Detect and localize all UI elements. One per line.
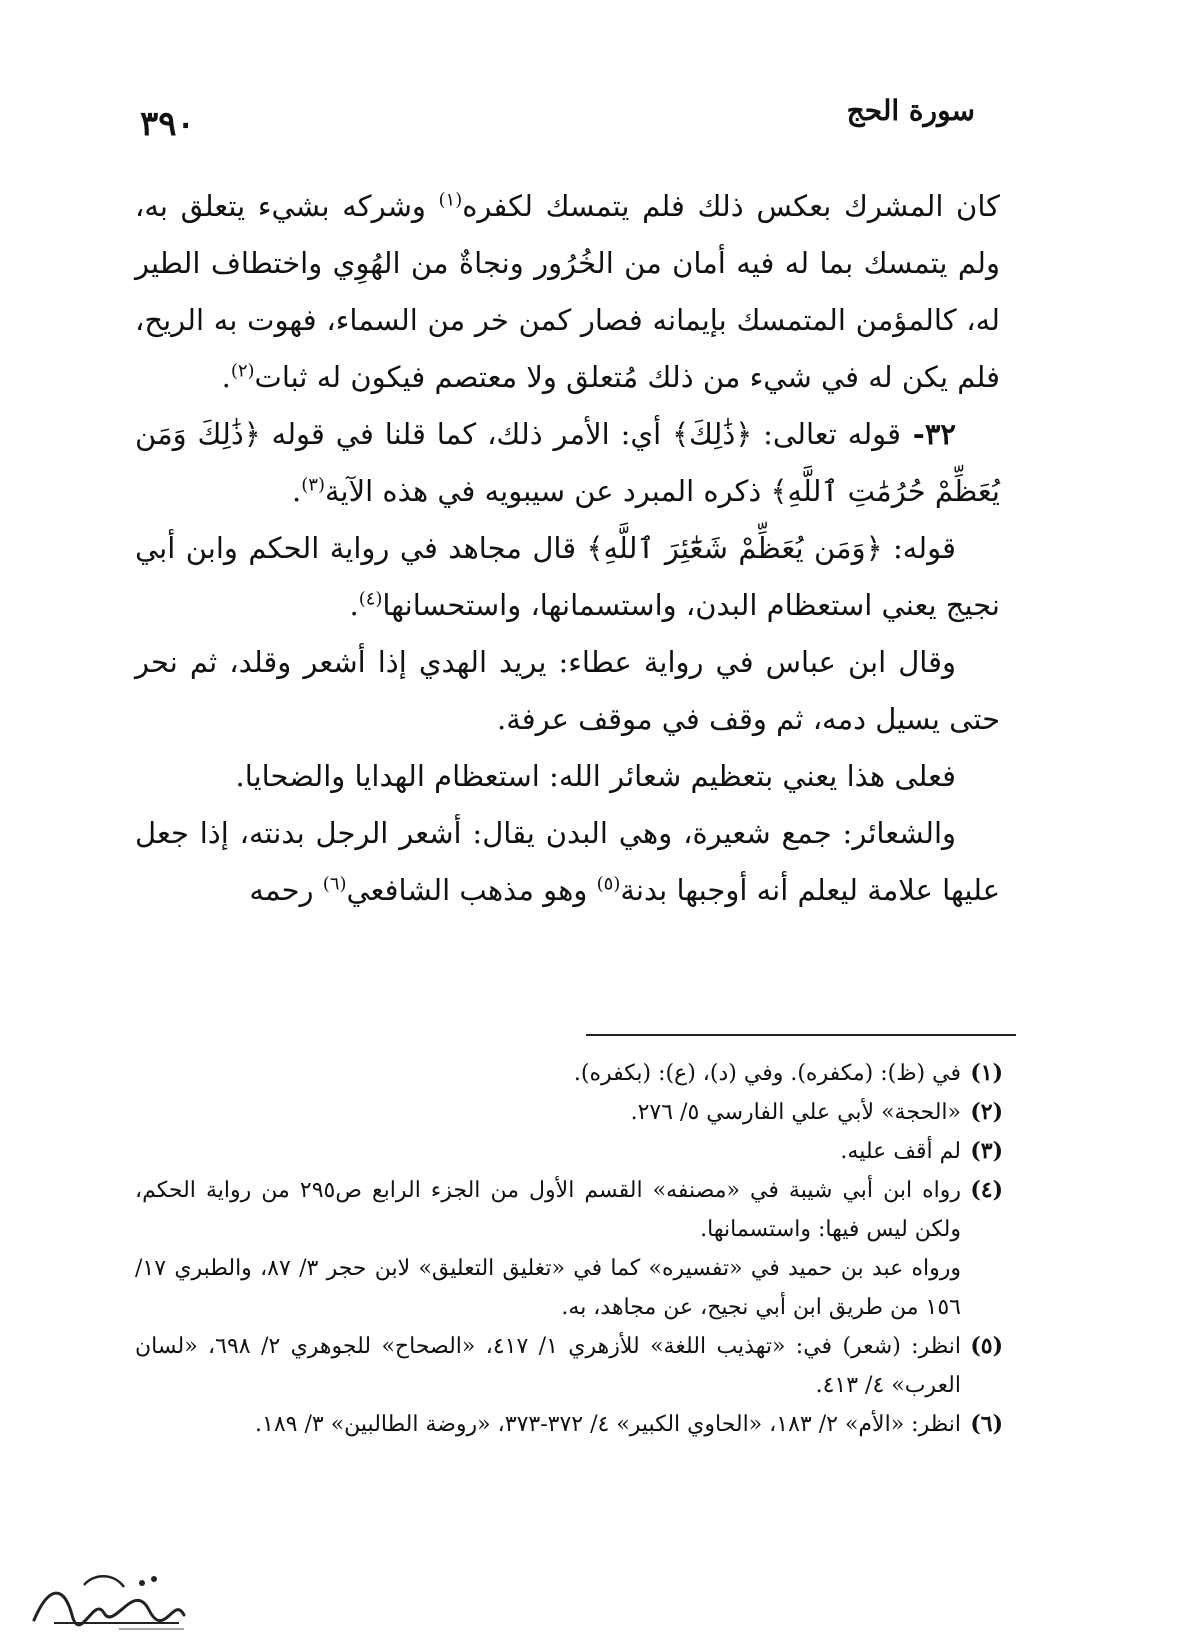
footnotes [135,1054,1003,1444]
footnote-number: (٥) [970,1333,1003,1359]
footnote-number: (٣) [970,1138,1003,1164]
page-header [140,86,975,144]
verse-number: ٣٢- [901,417,956,451]
page-number: ٣٩٠ [140,104,195,144]
footnote-number: (٢) [970,1099,1003,1125]
calligraphy-logo-icon [24,1565,194,1635]
paragraph-6-text-b: وهو مذهب الشافعي [346,873,597,907]
footnote-number: (١) [970,1060,1003,1086]
paragraph-5: فعلى هذا يعني بتعظيم شعائر الله: استعظام الهدايا والضحايا. [235,759,956,793]
paragraph-1-end: . [221,360,231,394]
footnote-2 [135,1093,1003,1132]
paragraph-6 [135,805,1000,919]
paragraph-2-text: قوله تعالى: ﴿ذَٰلِكَ﴾ أي: الأمر ذلك، كما قلنا في قوله ﴿ذَٰلِكَ وَمَن يُعَظِّمْ حُرُمَٰتِ ٱللَّهِ﴾ ذكره المبرد عن سيبويه في هذه الآية [135,417,1000,508]
paragraph-1 [135,178,1000,406]
footnote-text: في (ظ): (مكفره). وفي (د)، (ع): (بكفره). [573,1061,961,1086]
paragraph-3-end: . [349,588,359,622]
paragraph-1-text-b: وشركه بشيء يتعلق به، ولم يتمسك بما له فيه أمان من الخُرُور ونجاةٌ من الهُوِي واختطاف الطير له، كالمؤمن المتمسك بإيمانه فصار كمن خر من السماء، فهوت به الريح، فلم يكن له في شيء من ذلك مُتعلق ولا معتصم فيكون له ثبات [135,189,1000,394]
paragraph-2-end: . [292,474,302,508]
paragraph-3 [135,520,1000,634]
running-title: سورة الحج [846,94,975,127]
main-text [135,178,1000,919]
paragraph-6-text-a: والشعائر: جمع شعيرة، وهي البدن يقال: أشعر الرجل بدنته، إذا جعل عليها علامة ليعلم أنه أوجبها بدنة [135,816,1000,907]
paragraph-2 [135,406,1000,520]
footnote-6 [135,1405,1003,1444]
footnote-text: انظر: (شعر) في: «تهذيب اللغة» للأزهري ١/ ٤١٧، «الصحاح» للجوهري ٢/ ٦٩٨، «لسان العرب» ٤/ ٤١٣. [135,1334,962,1398]
footnote-ref-2: (٢) [230,360,255,382]
footnote-ref-6: (٦) [322,873,347,895]
footnote-text: «الحجة» لأبي علي الفارسي ٥/ ٢٧٦. [630,1100,961,1125]
footnote-1 [135,1054,1003,1093]
footnote-ref-1: (١) [438,189,463,211]
footnote-number: (٦) [970,1411,1003,1437]
paragraph-4: وقال ابن عباس في رواية عطاء: يريد الهدي إذا أشعر وقلد، ثم نحر حتى يسيل دمه، ثم وقف في موقف عرفة. [135,645,1000,736]
footnote-divider [586,1034,1016,1036]
footnote-ref-3: (٣) [301,474,325,496]
footnote-4 [135,1171,1003,1249]
footnote-3 [135,1132,1003,1171]
footnote-text: رواه ابن أبي شيبة في «مصنفه» القسم الأول من الجزء الرابع ص٢٩٥ من رواية الحكم، ولكن ليس فيها: واستسمانها. [135,1178,962,1242]
footnote-4-continued: ورواه عبد بن حميد في «تفسيره» كما في «تغليق التعليق» لابن حجر ٣/ ٨٧، والطبري ١٧/ ١٥٦ من طريق ابن أبي نجيح، عن مجاهد، به. [135,1256,961,1320]
footnote-ref-5: (٥) [596,873,621,895]
footnote-ref-4: (٤) [358,588,383,610]
paragraph-1-text-a: كان المشرك بعكس ذلك فلم يتمسك لكفره [462,189,1000,223]
footnote-5 [135,1327,1003,1405]
paragraph-6-text-c: رحمه [249,873,323,907]
paragraph-3-text: قوله: ﴿وَمَن يُعَظِّمْ شَعَٰٓئِرَ ٱللَّهِ﴾ قال مجاهد في رواية الحكم وابن أبي نجيج يعني استعظام البدن، واستسمانها، واستحسانها [135,531,1000,622]
footnote-text: لم أقف عليه. [840,1139,961,1164]
footnote-text: انظر: «الأم» ٢/ ١٨٣، «الحاوي الكبير» ٤/ ٣٧٢-٣٧٣، «روضة الطالبين» ٣/ ١٨٩. [255,1412,961,1437]
footnote-number: (٤) [970,1177,1003,1203]
